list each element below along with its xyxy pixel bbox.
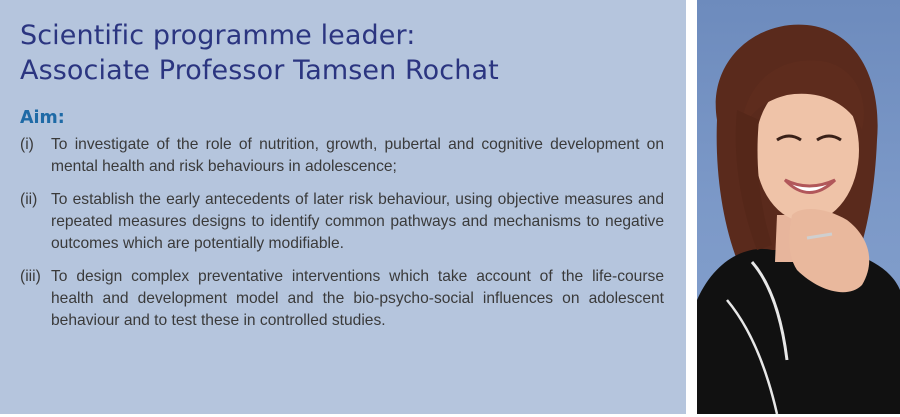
aim-number: (ii)	[20, 191, 38, 208]
portrait-photo	[697, 0, 900, 414]
title-line-1: Scientific programme leader:	[20, 20, 416, 51]
aim-heading: Aim:	[20, 108, 65, 128]
aim-item	[20, 266, 664, 332]
title-line-2: Associate Professor Tamsen Rochat	[20, 55, 499, 86]
page-title	[20, 18, 664, 88]
aim-item	[20, 134, 664, 178]
aim-item	[20, 189, 664, 255]
aims-list	[20, 134, 664, 332]
aim-number: (i)	[20, 136, 34, 153]
aim-text: To investigate of the role of nutrition, growth, pubertal and cognitive development on mental health and risk behaviours in adolescence;	[51, 136, 664, 175]
portrait-illustration	[697, 0, 900, 414]
aim-text: To establish the early antecedents of later risk behaviour, using objective measures and repeated measures designs to identify common pathways and mechanisms to negative outcomes which are potentially modifiable.	[51, 191, 664, 252]
aim-number: (iii)	[20, 268, 41, 285]
aim-text: To design complex preventative interventions which take account of the life-course health and development model and the bio-psycho-social influences on adolescent behaviour and to test these in controlled studies.	[51, 268, 664, 329]
